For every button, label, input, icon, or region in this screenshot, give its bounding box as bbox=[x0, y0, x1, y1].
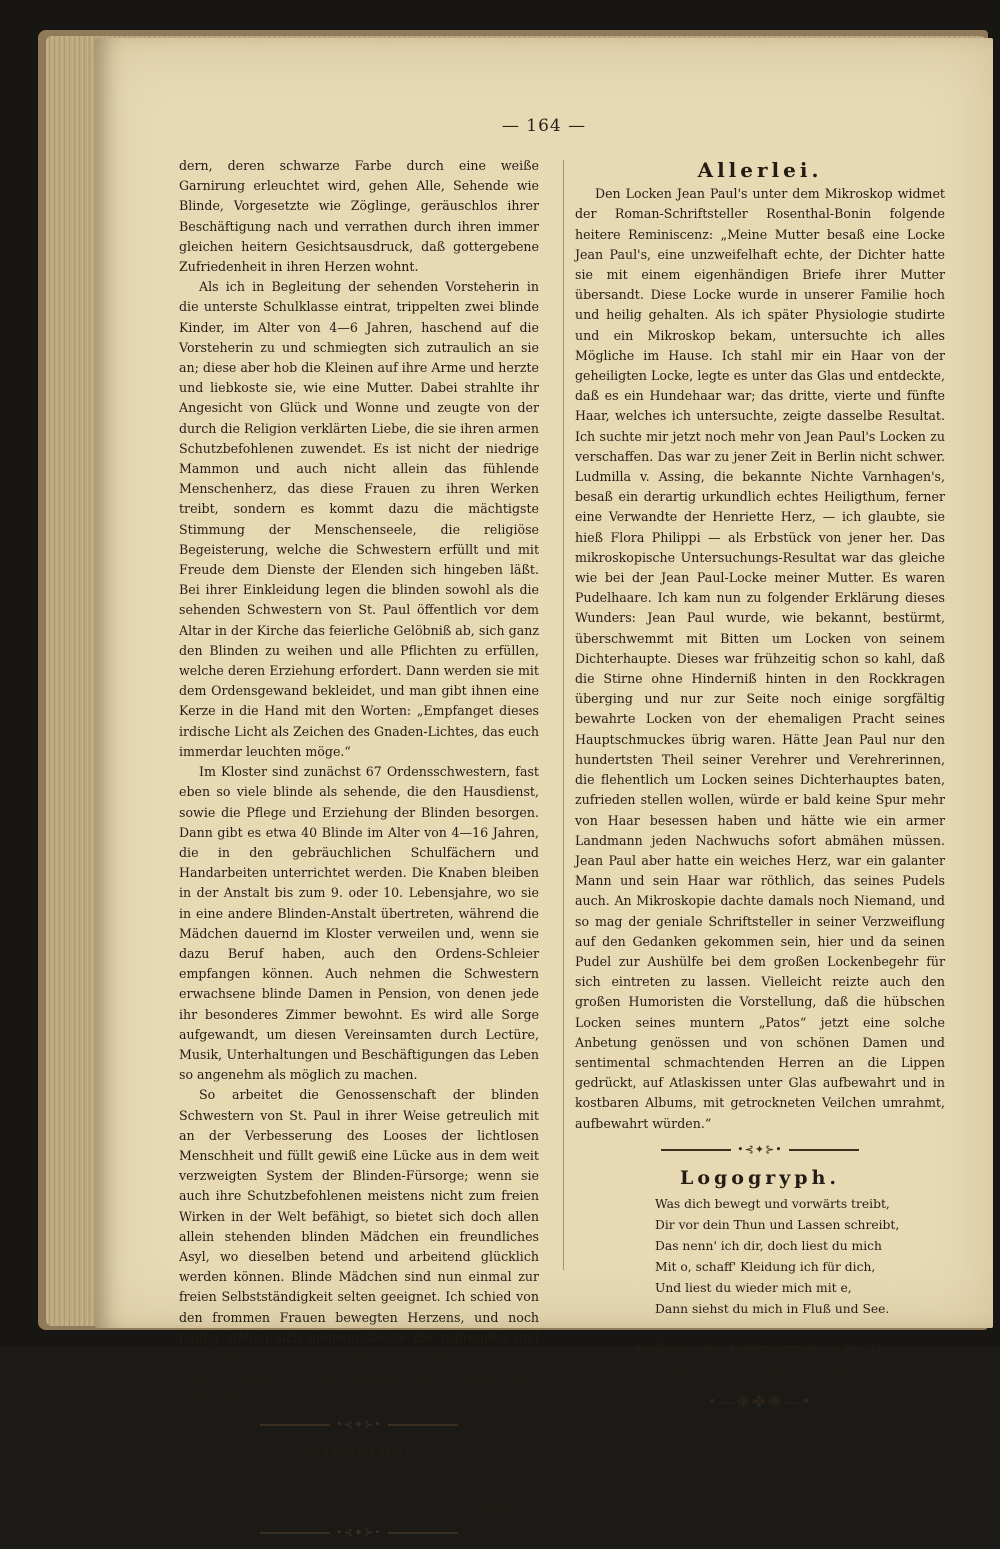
goldkoerner-line: Zwar ist Vollkommenheit ein Ziel, das stets entweicht, bbox=[199, 1464, 530, 1478]
solution-section bbox=[575, 1338, 945, 1380]
left-column bbox=[179, 156, 539, 1549]
goldkoerner-author: Rückert. bbox=[474, 1499, 529, 1514]
solution-answer: Füchsie, Fuchs, Eis, Ei, Schuh. bbox=[661, 1362, 859, 1378]
solution-line: Auflösung des Arithmogryphs in Nr. 21: bbox=[633, 1341, 887, 1357]
section-ornament: •⊰✦⊱• bbox=[179, 1523, 539, 1543]
poem-line: Dann siehst du mich in Fluß und See. bbox=[655, 1302, 890, 1317]
left-paragraph: Im Kloster sind zunächst 67 Ordensschwestern, fast eben so viele blinde als sehende, die den Hausdienst, sowie die Pflege und Erziehung der Blinden besorgen. Dann gibt es etwa 40 Blinde im Alter von 4—16 Jahren, die in den gebräuchlichen Schulfächern und Handarbeiten unterrichtet werden. Die Knaben bleiben in der Anstalt bis zum 9. oder 10. Lebensjahre, wo sie in eine andere Blinden-Anstalt übertreten, während die Mädchen dauernd im Kloster verweilen und, wenn sie dazu Beruf haben, auch den Ordens-Schleier empfangen können. Auch nehmen die Schwestern erwachsene blinde Damen in Pension, von denen jede ihr besonderes Zimmer bewohnt. Es wird alle Sorge aufgewandt, um diesen Vereinsamten durch Lectüre, Musik, Unterhaltungen und Beschäftigungen das Leben so angenehm als möglich zu machen. bbox=[179, 764, 539, 1083]
left-paragraph: So arbeitet die Genossenschaft der blinden Schwestern von St. Paul in ihrer Weise getreulich mit an der Verbesserung des Looses der lichtlosen Menschheit und füllt gewiß eine Lücke aus in dem weit verzweigten System der Blinden-Fürsorge; wenn sie auch ihre Schutzbefohlenen meistens nicht zum freien Wirken in der Welt befähigt, so bietet sich doch allen allein stehenden blinden Mädchen ein freundliches Asyl, wo dieselben betend und arbeitend glücklich werden können. Blinde Mädchen sind nun einmal zur freien Selbstständigkeit selten geeignet. Ich schied von den frommen Frauen bewegten Herzens, und noch häufig stellen sich meinem Geiste die rührenden und erbauenden Scenen und Bilder vor, die ich in jenem stillen, idyllischen Heim inmitten der geräuschvollen Weltstadt sah. bbox=[179, 1087, 539, 1406]
poem-line: Was dich bewegt und vorwärts treibt, bbox=[655, 1197, 890, 1212]
goldkoerner-line: Doch soll es auch erstrebt nur werden, nicht erreicht. bbox=[199, 1481, 528, 1495]
goldkoerner-heading: Goldkörner. bbox=[296, 1442, 422, 1459]
end-ornament: •—❋✤❋—• bbox=[707, 1392, 813, 1412]
poem-line: Mit o, schaff' Kleidung ich für dich, bbox=[655, 1260, 876, 1275]
book-page bbox=[95, 38, 993, 1540]
page-number: — 164 — bbox=[501, 116, 587, 136]
poem-line: Und liest du wieder mich mit e, bbox=[655, 1281, 852, 1296]
right-column bbox=[575, 156, 945, 1412]
left-paragraph: dern, deren schwarze Farbe durch eine weiße Garnirung erleuchtet wird, gehen Alle, Sehende wie Blinde, Vorgesetzte wie Zöglinge, geräuschlos ihrer Beschäftigung nach und verrathen durch ihren immer gleichen heitern Gesichtsausdruck, daß gottergebene Zufriedenheit in ihren Herzen wohnt. bbox=[179, 158, 539, 275]
allerlei-paragraph: Den Locken Jean Paul's unter dem Mikroskop widmet der Roman-Schriftsteller Rosenthal-Bonin folgende heitere Reminiscenz: „Meine Mutter besaß eine Locke Jean Paul's, eine unzweifelhaft echte, der Dichter hatte sie mit einem eigenhändigen Briefe ihrer Mutter übersandt. Diese Locke wurde in unserer Familie hoch und heilig gehalten. Als ich später Physiologie studirte und ein Mikroskop bekam, untersuchte ich alles Mögliche im Hause. Ich stahl mir ein Haar von der geheiligten Locke, legte es unter das Glas und entdeckte, daß es ein Hundehaar war; das dritte, vierte und fünfte Haar, welches ich untersuchte, zeigte dasselbe Resultat. Ich suchte mir jetzt noch mehr von Jean Paul's Locken zu verschaffen. Das war zu jener Zeit in Berlin nicht schwer. Ludmilla v. Assing, die bekannte Nichte Varnhagen's, besaß ein derartig urkundlich echtes Heiligthum, ferner eine Verwandte der Henriette Herz, — ich glaubte, sie hieß Flora Philippi — als Erbstück von jener her. Das mikroskopische Untersuchungs-Resultat war das gleiche wie bei der Jean Paul-Locke meiner Mutter. Es waren Pudelhaare. Ich kam nun zu folgender Erklärung dieses Wunders: Jean Paul wurde, wie bekannt, bestürmt, überschwemmt mit Bitten um Locken von seinem Dichterhaupte. Dieses war frühzeitig schon so kahl, daß die Stirne ohne Hinderniß hinten in den Rockkragen überging und nur zur Seite noch einige sorgfältig bewahrte Locken von der ehemaligen Pracht seines Hauptschmuckes übrig waren. Hätte Jean Paul nur den hundertsten Theil seiner Verehrer und Verehrerinnen, die flehentlich um Locken seines Dichterhauptes baten, zufrieden stellen wollen, würde er bald keine Spur mehr von Haar besessen haben und hätte wie ein armer Landmann jeden Nachwuchs sofort abmähen müssen. Jean Paul aber hatte ein weiches Herz, war ein galanter Mann und sein Haar war röthlich, das seines Pudels auch. An Mikroskopie dachte damals noch Niemand, und so mag der geniale Schriftsteller in seiner Verzweiflung auf den Gedanken gekommen sein, hier und da seinen Pudel zur Aushülfe bei dem großen Lockenbegehr für sich eintreten zu lassen. Vielleicht reizte auch den großen Humoristen die Vorstellung, daß die hübschen Locken seines muntern „Patos“ jetzt eine solche Anbetung genössen und von schönen Damen und sentimental schmachtenden Herren an die Lippen gedrückt, auf Atlaskissen unter Glas aufbewahrt und in kostbaren Albums, mit getrockneten Veilchen umrahmt, aufbewahrt würden.“ bbox=[575, 186, 945, 1131]
section-ornament: •⊰✦⊱• bbox=[179, 1415, 539, 1435]
section-ornament: •⊰✦⊱• bbox=[575, 1140, 945, 1160]
left-paragraph: Als ich in Begleitung der sehenden Vorsteherin in die unterste Schulklasse eintrat, trippelten zwei blinde Kinder, im Alter von 4—6 Jahren, haschend auf die Vorsteherin zu und schmiegten sich zutraulich an sie an; diese aber hob die Kleinen auf ihre Arme und herzte und liebkoste sie, wie eine Mutter. Dabei strahlte ihr Angesicht von Glück und Wonne und zeugte von der durch die Religion verklärten Liebe, die sie ihren armen Schutzbefohlenen zuwendet. Es ist nicht der niedrige Mammon und auch nicht allein das fühlende Menschenherz, das diese Frauen zu ihren Werken treibt, sondern es kommt dazu die mächtigste Stimmung der Menschenseele, die religiöse Begeisterung, welche die Schwestern erfüllt und mit Freude dem Dienste der Elenden sich hingeben läßt. Bei ihrer Einkleidung legen die blinden sowohl als die sehenden Schwestern von St. Paul öffentlich vor dem Altar in der Kirche das feierliche Gelöbniß ab, sich ganz den Blinden zu weihen und alle Pflichten zu erfüllen, welche deren Erziehung erfordert. Dann werden sie mit dem Ordensgewand bekleidet, und man gibt ihnen eine Kerze in die Hand mit den Worten: „Empfanget dieses irdische Licht als Zeichen des Gnaden-Lichtes, das euch immerdar leuchten möge.“ bbox=[179, 279, 539, 759]
logogryph-poem bbox=[655, 1194, 945, 1320]
poem-line: Dir vor dein Thun und Lassen schreibt, bbox=[655, 1218, 900, 1233]
goldkoerner-section bbox=[179, 1441, 539, 1517]
column-divider bbox=[563, 160, 564, 1270]
allerlei-heading: Allerlei. bbox=[697, 158, 823, 182]
logogryph-heading: Logogryph. bbox=[679, 1166, 841, 1189]
poem-line: Das nenn' ich dir, doch liest du mich bbox=[655, 1239, 882, 1254]
